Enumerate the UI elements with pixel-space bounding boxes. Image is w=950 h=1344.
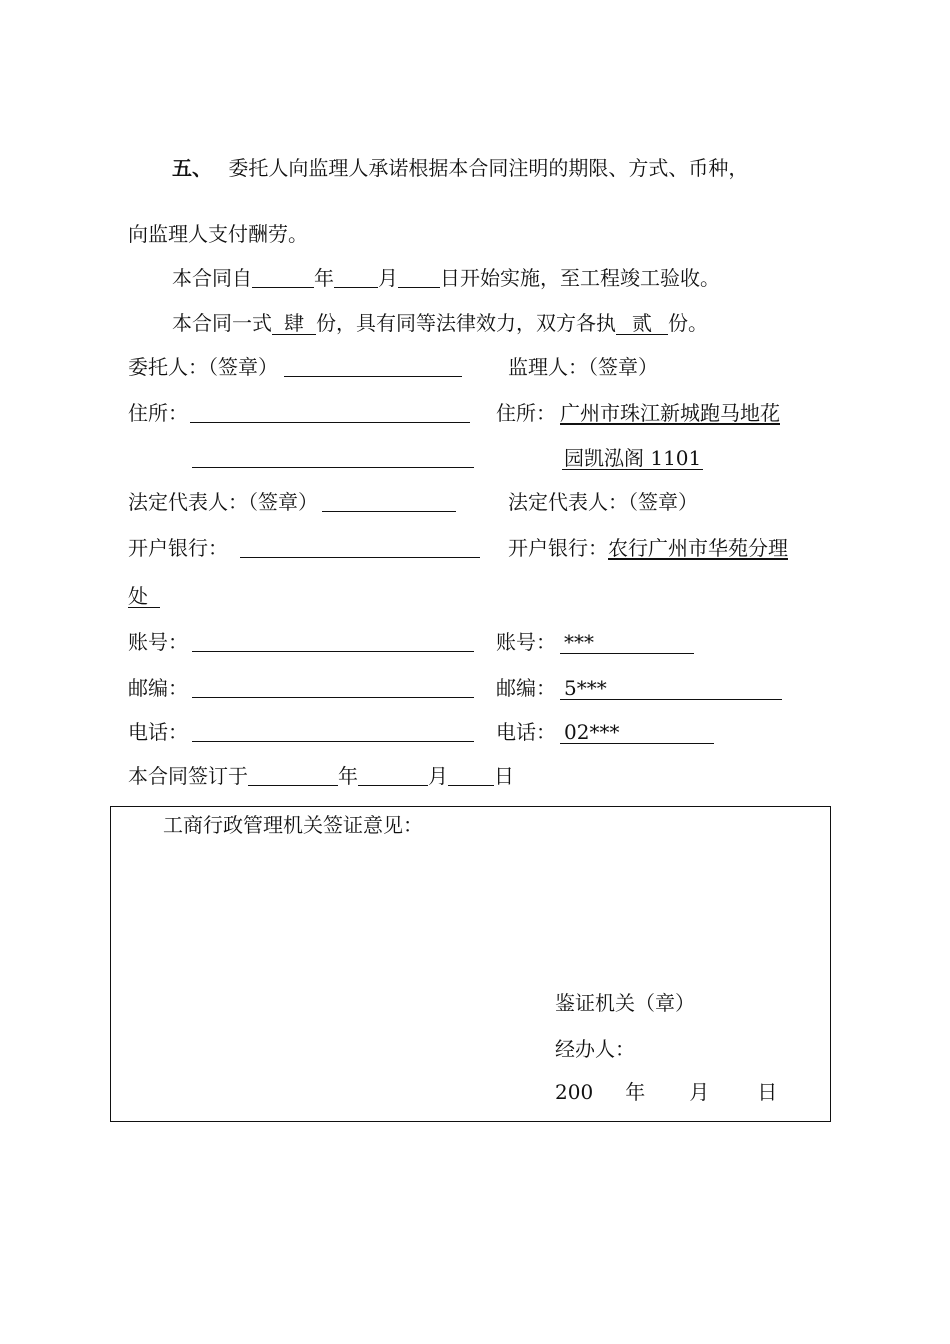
- right-bank-value-2: 处: [128, 585, 160, 608]
- signed-day-unit: 日: [494, 764, 514, 788]
- left-signer-field[interactable]: [284, 356, 462, 377]
- term-month-unit: 月: [378, 266, 398, 290]
- right-signer-label: 监理人：（签章）: [508, 355, 658, 379]
- clause-number: 五、: [172, 156, 212, 180]
- left-phone-field[interactable]: [192, 721, 474, 742]
- signed-date-line: [128, 764, 514, 788]
- term-year-unit: 年: [314, 266, 334, 290]
- left-address-row: [128, 401, 470, 425]
- copies-each: 贰: [616, 312, 668, 335]
- approval-authority: 鉴证机关（章）: [555, 991, 695, 1015]
- term-month-field[interactable]: [334, 267, 378, 288]
- copies-count: 肆: [272, 312, 316, 335]
- signed-year-unit: 年: [338, 764, 358, 788]
- left-rep-row: [128, 490, 456, 514]
- signed-month-unit: 月: [428, 764, 448, 788]
- right-phone-label: 电话：: [496, 720, 556, 744]
- copies-suffix: 份。: [668, 311, 708, 335]
- approval-year-unit: 年: [625, 1080, 646, 1104]
- approval-box: [110, 806, 831, 1122]
- left-postcode-row: [128, 676, 474, 700]
- left-postcode-label: 邮编：: [128, 676, 188, 700]
- approval-day-unit: 日: [757, 1080, 778, 1104]
- left-bank-label: 开户银行：: [128, 536, 228, 560]
- right-address-label: 住所：: [496, 401, 556, 425]
- right-bank-value-1: 农行广州市华苑分理: [608, 536, 788, 560]
- term-rest: 日开始实施，至工程竣工验收。: [440, 266, 720, 290]
- approval-date: [555, 1080, 777, 1104]
- term-day-field[interactable]: [398, 267, 440, 288]
- approval-handler: 经办人：: [555, 1037, 635, 1061]
- right-bank-value-2-row: [128, 584, 160, 608]
- approval-title: 工商行政管理机关签证意见：: [163, 813, 423, 837]
- copies-prefix: 本合同一式: [172, 311, 272, 335]
- approval-year: 200: [555, 1080, 594, 1104]
- signed-month-field[interactable]: [358, 765, 428, 786]
- right-postcode-value: 5***: [560, 677, 782, 700]
- left-rep-field[interactable]: [322, 491, 456, 512]
- approval-month-unit: 月: [689, 1080, 710, 1104]
- left-bank-row: [128, 536, 480, 560]
- left-rep-label: 法定代表人：（签章）: [128, 490, 318, 514]
- right-account-label: 账号：: [496, 630, 556, 654]
- clause-line-1: [172, 156, 748, 180]
- copies-line: [172, 311, 708, 335]
- left-bank-field[interactable]: [240, 537, 480, 558]
- right-bank-label: 开户银行：: [508, 536, 608, 560]
- left-account-row: [128, 630, 474, 654]
- left-phone-row: [128, 720, 474, 744]
- left-account-label: 账号：: [128, 630, 188, 654]
- right-address-line2-row: [562, 446, 703, 470]
- term-year-field[interactable]: [252, 267, 314, 288]
- left-address-field-2[interactable]: [192, 447, 474, 468]
- right-bank-row: [508, 536, 788, 560]
- signed-year-field[interactable]: [248, 765, 338, 786]
- right-account-value: ***: [560, 631, 694, 654]
- right-phone-value: 02***: [560, 721, 714, 744]
- clause-text-1: 委托人向监理人承诺根据本合同注明的期限、方式、币种，: [228, 156, 749, 180]
- left-address-label: 住所：: [128, 401, 188, 425]
- right-address-row: [496, 401, 780, 425]
- left-phone-label: 电话：: [128, 720, 188, 744]
- left-address-field-2-row: [192, 446, 474, 470]
- right-address-line2: 园凯泓阁 1101: [564, 446, 702, 470]
- right-postcode-row: [496, 676, 782, 700]
- right-rep-label: 法定代表人：（签章）: [508, 490, 698, 514]
- term-line: [172, 266, 720, 290]
- right-phone-row: [496, 720, 714, 744]
- copies-middle: 份，具有同等法律效力，双方各执: [316, 311, 616, 335]
- signed-day-field[interactable]: [448, 765, 494, 786]
- signed-prefix: 本合同签订于: [128, 764, 248, 788]
- right-account-row: [496, 630, 694, 654]
- clause-line-2: 向监理人支付酬劳。: [128, 222, 308, 246]
- left-signer-label: 委托人：（签章）: [128, 355, 278, 379]
- left-account-field[interactable]: [192, 631, 474, 652]
- right-address-line1: 广州市珠江新城跑马地花: [560, 401, 780, 425]
- right-postcode-label: 邮编：: [496, 676, 556, 700]
- term-prefix: 本合同自: [172, 266, 252, 290]
- left-address-field[interactable]: [190, 402, 470, 423]
- left-signer-row: [128, 355, 462, 379]
- left-postcode-field[interactable]: [192, 677, 474, 698]
